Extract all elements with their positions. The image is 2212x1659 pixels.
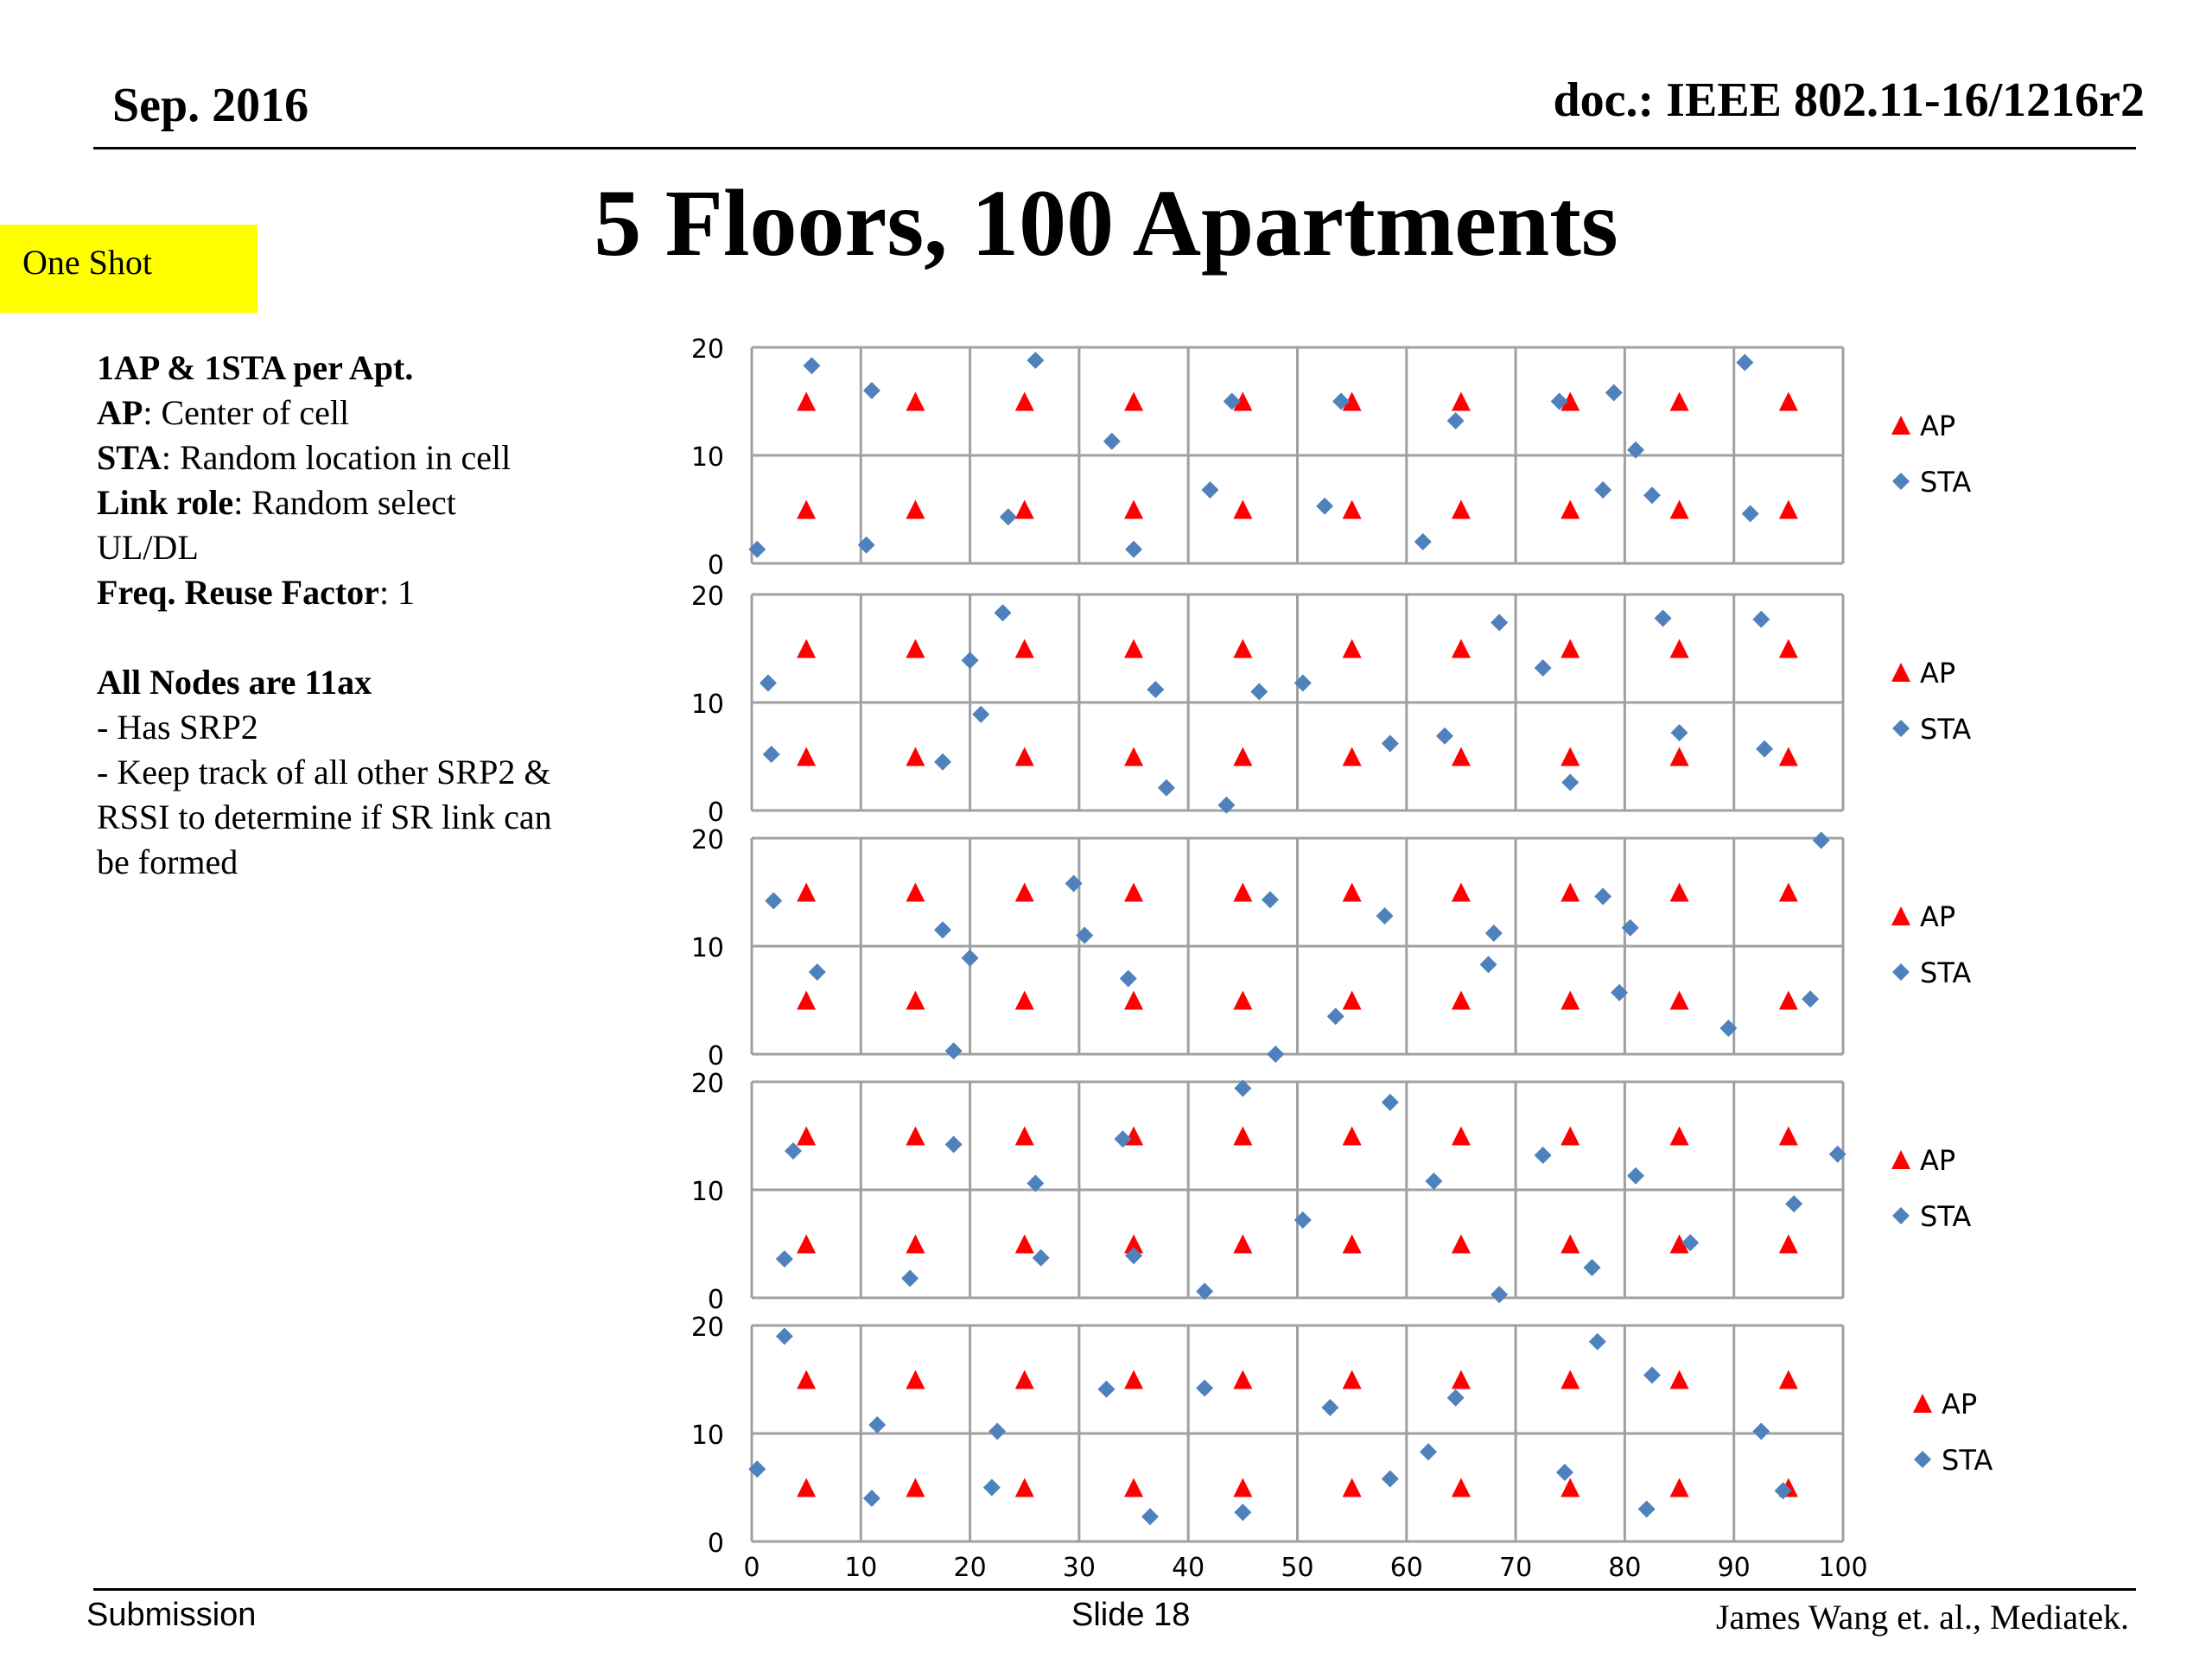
y-tick-label: 20: [690, 334, 724, 365]
footer-divider: [93, 1588, 2136, 1591]
sta-marker: [983, 1479, 1001, 1497]
ap-marker: [1233, 1370, 1252, 1389]
ap-marker: [906, 883, 925, 902]
ap-marker: [1452, 1370, 1471, 1389]
ap-marker: [1670, 392, 1689, 411]
sta-marker: [1671, 724, 1688, 741]
ap-marker: [1124, 1478, 1143, 1497]
sta-marker: [1447, 412, 1465, 429]
slide-number: Slide 18: [1071, 1597, 1191, 1633]
legend-ap-label: AP: [1920, 657, 1956, 690]
ap-marker: [1015, 1370, 1034, 1389]
bullet-track-line1: - Keep track of all other SRP2 &: [97, 753, 551, 791]
ap-marker: [906, 747, 925, 766]
x-tick-label: 80: [1608, 1553, 1642, 1583]
ap-marker: [797, 991, 816, 1010]
legend-sta-marker: [1892, 963, 1910, 981]
date-label: Sep. 2016: [112, 79, 309, 132]
sta-marker: [1382, 735, 1399, 753]
ap-marker: [1233, 1235, 1252, 1254]
ap-marker: [906, 1370, 925, 1389]
ap-marker: [906, 500, 925, 519]
sta-marker: [1535, 659, 1552, 677]
sta-marker: [1097, 1381, 1115, 1398]
sta-marker: [1141, 1508, 1159, 1525]
ap-marker: [1670, 639, 1689, 658]
y-tick-label: 10: [690, 933, 724, 963]
ap-marker: [1779, 392, 1798, 411]
sta-marker: [868, 1416, 886, 1433]
sta-marker: [1736, 354, 1753, 372]
legend-ap-marker: [1891, 906, 1910, 925]
badge-label: One Shot: [22, 243, 152, 282]
y-tick-label: 10: [690, 442, 724, 473]
sta-marker: [1584, 1259, 1601, 1276]
sta-marker: [1147, 681, 1164, 698]
ap-marker: [906, 392, 925, 411]
ap-marker: [1560, 500, 1580, 519]
sta-marker: [972, 706, 989, 723]
bullet-track-line2: RSSI to determine if SR link can: [97, 798, 552, 836]
ap-marker: [1343, 1127, 1362, 1146]
sta-marker: [1000, 508, 1017, 525]
legend-ap-label: AP: [1920, 1144, 1956, 1177]
x-tick-label: 30: [1062, 1553, 1096, 1583]
ap-marker: [1779, 883, 1798, 902]
ap-marker: [797, 500, 816, 519]
sta-marker: [934, 753, 951, 771]
sta-marker: [1756, 741, 1773, 758]
ap-marker: [1015, 991, 1034, 1010]
sta-marker: [1535, 1147, 1552, 1164]
sta-marker: [1250, 683, 1268, 701]
ap-marker: [797, 392, 816, 411]
ap-marker: [1343, 500, 1362, 519]
legend-sta-label: STA: [1920, 713, 1972, 746]
ap-term: AP: [97, 393, 143, 432]
ap-marker: [1452, 1127, 1471, 1146]
sta-marker: [1103, 433, 1121, 450]
y-tick-label: 20: [690, 1069, 724, 1099]
y-tick-label: 10: [690, 690, 724, 720]
ap-marker: [1015, 1235, 1034, 1254]
x-tick-label: 40: [1172, 1553, 1205, 1583]
y-tick-label: 0: [707, 798, 724, 828]
legend-ap-label: AP: [1920, 900, 1956, 933]
ap-marker: [1124, 639, 1143, 658]
ap-marker: [1779, 1127, 1798, 1146]
ap-marker: [906, 1235, 925, 1254]
ap-marker: [1233, 1478, 1252, 1497]
ap-marker: [797, 1127, 816, 1146]
sta-marker: [994, 604, 1011, 621]
ap-marker: [1560, 1370, 1580, 1389]
ap-marker: [1124, 392, 1143, 411]
sta-marker: [1480, 956, 1497, 973]
ap-marker: [1670, 1127, 1689, 1146]
ap-marker: [1124, 991, 1143, 1010]
x-tick-label: 90: [1717, 1553, 1751, 1583]
y-tick-label: 0: [707, 1041, 724, 1071]
sta-marker: [945, 1136, 963, 1154]
ap-marker: [1452, 1235, 1471, 1254]
bullet-track-line3: be formed: [97, 842, 238, 881]
ap-marker: [1124, 883, 1143, 902]
sta-marker: [1605, 385, 1623, 402]
sta-marker: [901, 1270, 918, 1287]
sta-description: : Random location in cell: [161, 438, 512, 477]
sta-marker: [863, 1490, 880, 1507]
ap-marker: [1124, 747, 1143, 766]
sta-marker: [763, 746, 780, 763]
ap-marker: [1670, 1478, 1689, 1497]
nodes-heading: All Nodes are 11ax: [97, 663, 372, 702]
sta-marker: [1033, 1249, 1050, 1267]
ap-marker: [1343, 1235, 1362, 1254]
sta-marker: [1327, 1007, 1344, 1025]
ap-marker: [1670, 991, 1689, 1010]
ap-marker: [1560, 639, 1580, 658]
ap-marker: [1343, 747, 1362, 766]
sta-marker: [1643, 1367, 1661, 1384]
ap-marker: [1452, 1478, 1471, 1497]
sta-marker: [1594, 888, 1611, 906]
ap-marker: [1452, 883, 1471, 902]
ap-marker: [1124, 500, 1143, 519]
ap-marker: [1233, 1127, 1252, 1146]
ap-marker: [906, 991, 925, 1010]
ap-marker: [1779, 500, 1798, 519]
sta-marker: [988, 1423, 1006, 1440]
sta-term: STA: [97, 438, 162, 477]
ap-marker: [1343, 639, 1362, 658]
ap-marker: [1452, 991, 1471, 1010]
apt-config-text: 1AP & 1STA per Apt.: [97, 348, 414, 387]
link-role-description-cont: UL/DL: [97, 528, 199, 567]
ap-marker: [1779, 1235, 1798, 1254]
link-role-description: : Random select: [233, 483, 456, 522]
ap-marker: [1233, 639, 1252, 658]
sta-marker: [1485, 925, 1503, 942]
sta-marker: [1382, 1471, 1399, 1488]
ap-marker: [1670, 500, 1689, 519]
legend-ap-label: AP: [1942, 1388, 1978, 1421]
sta-marker: [1752, 1423, 1770, 1440]
ap-marker: [797, 1370, 816, 1389]
ap-marker: [1779, 747, 1798, 766]
ap-marker: [1343, 1478, 1362, 1497]
sta-marker: [1382, 1094, 1399, 1111]
document-id: doc.: IEEE 802.11-16/1216r2: [1553, 73, 2145, 127]
ap-marker: [1015, 392, 1034, 411]
sta-marker: [1120, 970, 1137, 988]
freq-reuse-term: Freq. Reuse Factor: [97, 573, 379, 612]
sta-marker: [1556, 1464, 1573, 1481]
ap-marker: [1015, 500, 1034, 519]
legend-sta-label: STA: [1920, 1200, 1972, 1233]
ap-marker: [1779, 1370, 1798, 1389]
sta-marker: [1201, 481, 1218, 499]
x-tick-label: 0: [743, 1553, 760, 1583]
x-tick-label: 100: [1818, 1553, 1868, 1583]
legend-sta-marker: [1892, 473, 1910, 490]
ap-marker: [1560, 1478, 1580, 1497]
legend-ap-marker: [1891, 1150, 1910, 1169]
ap-marker: [906, 1478, 925, 1497]
ap-marker: [1560, 883, 1580, 902]
sta-marker: [1638, 1501, 1656, 1518]
ap-marker: [1560, 1127, 1580, 1146]
sta-marker: [1491, 1286, 1508, 1303]
sta-marker: [1267, 1046, 1284, 1063]
bullet-srp2: - Has SRP2: [97, 708, 258, 747]
sta-marker: [1436, 728, 1453, 745]
ap-marker: [797, 883, 816, 902]
sta-marker: [863, 382, 880, 399]
ap-marker: [797, 1235, 816, 1254]
sta-marker: [1321, 1399, 1338, 1416]
legend-sta-label: STA: [1920, 957, 1972, 989]
ap-marker: [1015, 747, 1034, 766]
sta-marker: [962, 950, 979, 967]
ap-marker: [797, 747, 816, 766]
sta-marker: [776, 1328, 793, 1345]
footer-submission: Submission: [86, 1597, 257, 1633]
legend-ap-label: AP: [1920, 410, 1956, 442]
ap-marker: [1779, 639, 1798, 658]
sta-marker: [765, 893, 782, 910]
sta-marker: [1125, 541, 1142, 558]
sta-marker: [760, 675, 777, 692]
ap-marker: [1015, 883, 1034, 902]
ap-marker: [1015, 1478, 1034, 1497]
sta-marker: [776, 1250, 793, 1268]
y-tick-label: 0: [707, 1285, 724, 1315]
legend-sta-marker: [1892, 720, 1910, 737]
legend-sta-label: STA: [1920, 466, 1972, 499]
sta-marker: [1742, 505, 1759, 523]
legend-ap-marker: [1891, 663, 1910, 682]
sta-marker: [1425, 1173, 1442, 1190]
sta-marker: [1316, 498, 1333, 515]
x-tick-label: 10: [844, 1553, 878, 1583]
ap-marker: [1560, 1235, 1580, 1254]
footer-author: James Wang et. al., Mediatek.: [1715, 1598, 2129, 1637]
sta-marker: [1027, 352, 1044, 369]
ap-marker: [1343, 991, 1362, 1010]
sta-marker: [1491, 614, 1508, 632]
ap-marker: [1452, 639, 1471, 658]
y-tick-label: 20: [690, 1313, 724, 1343]
ap-marker: [1233, 747, 1252, 766]
ap-marker: [1670, 747, 1689, 766]
ap-marker: [1233, 500, 1252, 519]
ap-marker: [1779, 991, 1798, 1010]
sta-marker: [1158, 779, 1175, 797]
sta-marker: [1589, 1333, 1606, 1351]
ap-marker: [797, 1478, 816, 1497]
ap-marker: [1124, 1370, 1143, 1389]
ap-description: : Center of cell: [143, 393, 350, 432]
ap-marker: [1015, 639, 1034, 658]
sta-marker: [809, 963, 826, 981]
sta-marker: [1262, 891, 1279, 908]
ap-marker: [1452, 392, 1471, 411]
legend-ap-marker: [1891, 416, 1910, 435]
sta-marker: [1643, 486, 1661, 504]
legend-sta-marker: [1892, 1207, 1910, 1224]
ap-marker: [1452, 500, 1471, 519]
legend-sta-marker: [1914, 1451, 1931, 1468]
ap-marker: [1560, 991, 1580, 1010]
sta-marker: [1655, 610, 1672, 627]
ap-marker: [1670, 1370, 1689, 1389]
sta-marker: [1802, 990, 1819, 1007]
y-tick-label: 20: [690, 582, 724, 612]
ap-marker: [1343, 883, 1362, 902]
sta-marker: [1447, 1389, 1465, 1407]
legend-sta-label: STA: [1942, 1444, 1993, 1477]
x-tick-label: 50: [1281, 1553, 1314, 1583]
sta-marker: [945, 1042, 963, 1059]
y-tick-label: 0: [707, 550, 724, 581]
y-tick-label: 0: [707, 1529, 724, 1559]
ap-marker: [1670, 883, 1689, 902]
sta-marker: [1813, 832, 1830, 849]
sta-marker: [1196, 1380, 1213, 1397]
slide-title: 5 Floors, 100 Apartments: [594, 170, 1618, 276]
ap-marker: [906, 1127, 925, 1146]
ap-marker: [1560, 747, 1580, 766]
ap-marker: [797, 639, 816, 658]
y-tick-label: 10: [690, 1421, 724, 1451]
sta-marker: [1376, 907, 1394, 925]
y-tick-label: 20: [690, 825, 724, 855]
sta-marker: [1594, 481, 1611, 499]
sta-marker: [1414, 533, 1432, 550]
sta-marker: [962, 652, 979, 669]
sta-marker: [1420, 1443, 1437, 1460]
sta-marker: [1561, 774, 1579, 791]
sta-marker: [1234, 1503, 1251, 1521]
legend-ap-marker: [1913, 1394, 1932, 1413]
x-tick-label: 20: [953, 1553, 987, 1583]
ap-marker: [1452, 747, 1471, 766]
sta-marker: [934, 921, 951, 938]
ap-marker: [1015, 1127, 1034, 1146]
ap-marker: [1233, 883, 1252, 902]
link-role-term: Link role: [97, 483, 234, 522]
freq-reuse-value: : 1: [378, 573, 416, 612]
sta-marker: [1752, 611, 1770, 628]
ap-marker: [1233, 991, 1252, 1010]
x-tick-label: 70: [1499, 1553, 1533, 1583]
ap-marker: [906, 639, 925, 658]
x-tick-label: 60: [1389, 1553, 1423, 1583]
sta-marker: [1785, 1195, 1802, 1212]
y-tick-label: 10: [690, 1177, 724, 1207]
sta-marker: [803, 357, 820, 374]
ap-marker: [1343, 1370, 1362, 1389]
sta-marker: [1627, 1167, 1644, 1185]
